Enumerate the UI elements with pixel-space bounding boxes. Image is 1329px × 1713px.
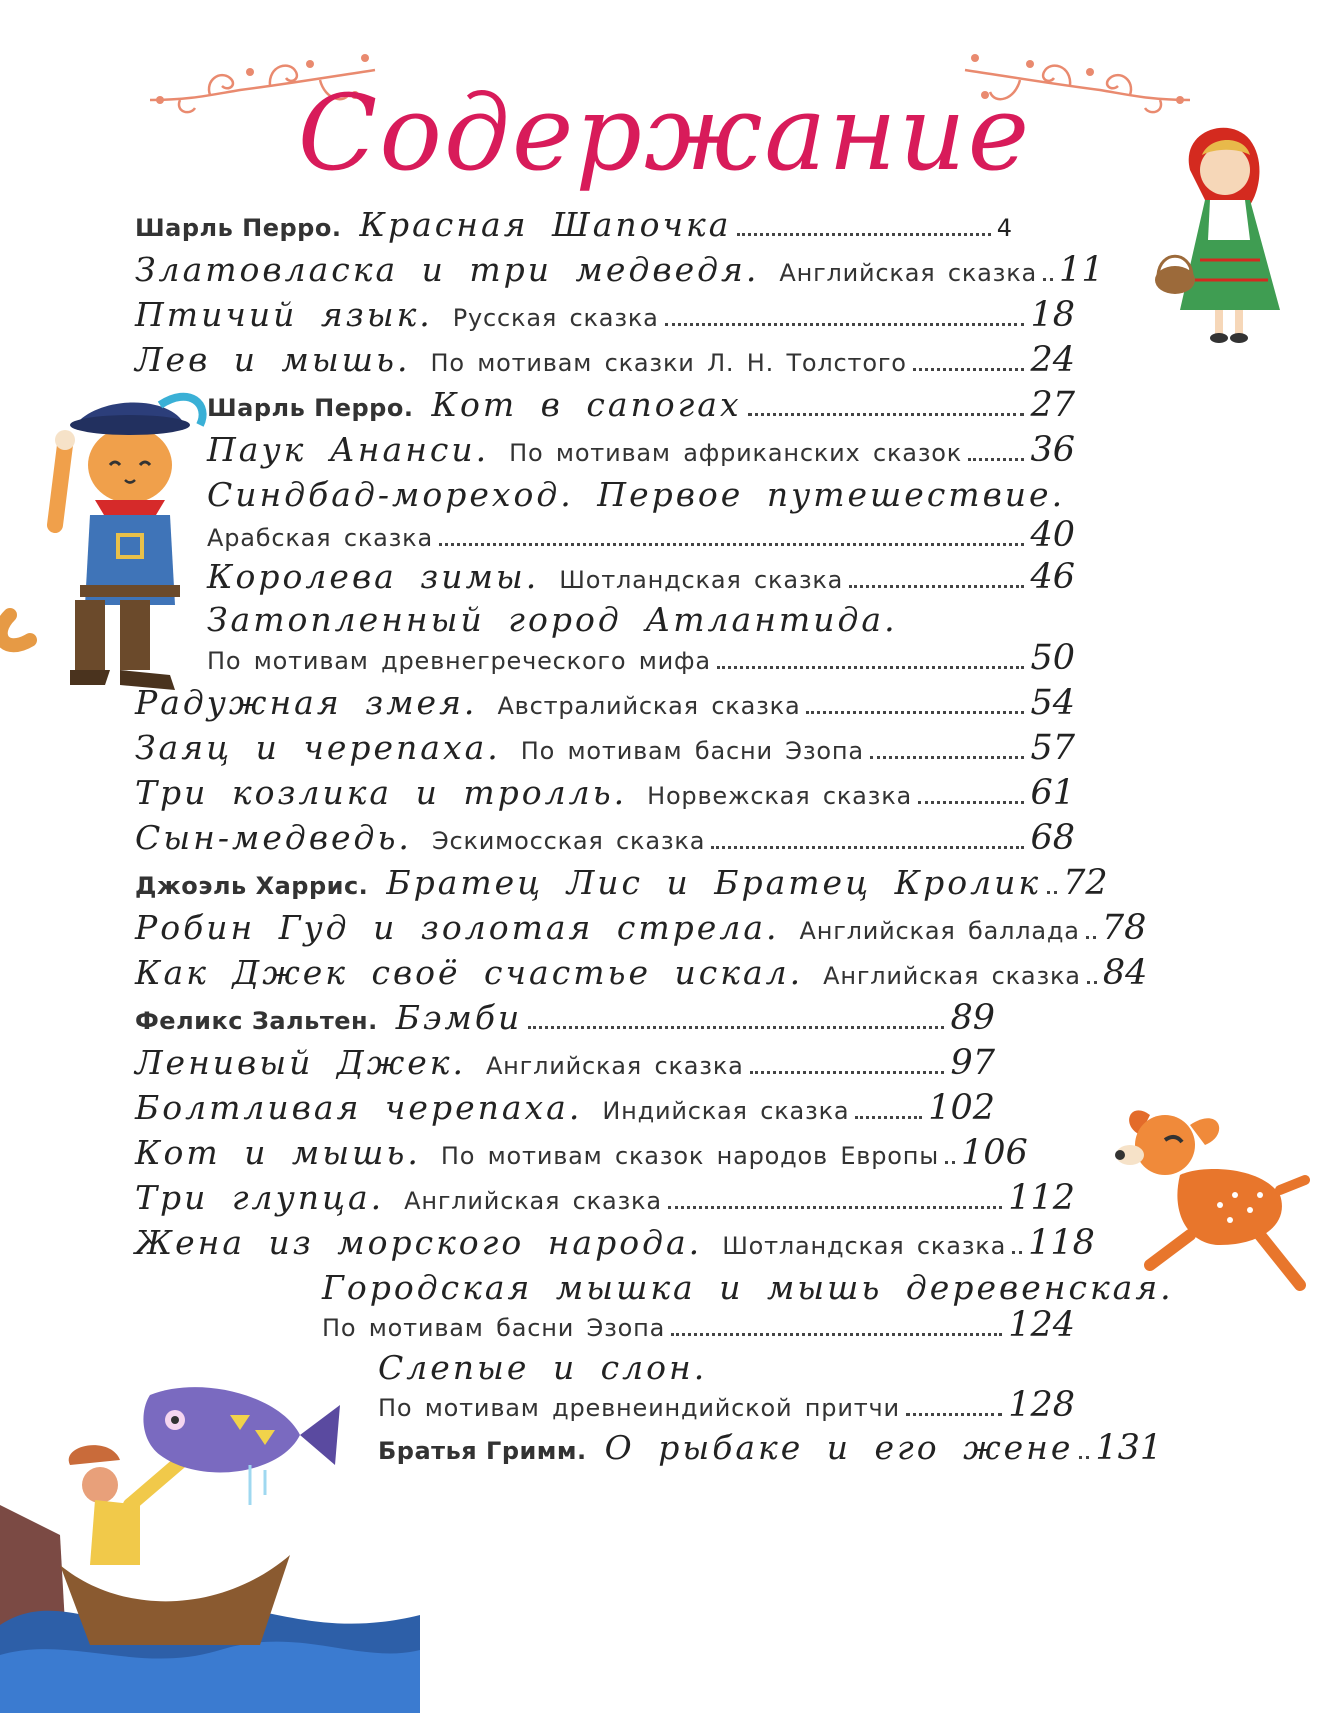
entry-page-number: 11 <box>1059 250 1104 290</box>
toc-entry[interactable] <box>135 1223 1095 1267</box>
entry-subtitle: Арабская сказка <box>207 524 433 552</box>
toc-entry[interactable] <box>135 683 1075 727</box>
dot-leader <box>1043 278 1053 281</box>
toc-entry[interactable] <box>207 475 1075 519</box>
toc-entry[interactable] <box>135 1133 1028 1177</box>
entry-page-number: 106 <box>961 1133 1028 1173</box>
entry-page-number: 40 <box>1030 515 1075 555</box>
entry-subtitle: Шотландская сказка <box>722 1232 1007 1260</box>
toc-entry[interactable] <box>135 998 995 1042</box>
entry-title: Радужная змея. <box>135 683 478 722</box>
dot-leader <box>737 233 990 236</box>
entry-title: Птичий язык. <box>135 295 433 334</box>
toc-entry[interactable] <box>378 1428 1163 1472</box>
entry-subtitle: Русская сказка <box>452 304 659 332</box>
entry-subtitle: По мотивам древнегреческого мифа <box>207 647 711 675</box>
dot-leader <box>918 801 1024 804</box>
entry-page-number: 128 <box>1008 1385 1075 1425</box>
toc-entry[interactable] <box>135 953 1148 997</box>
entry-title: Кот и мышь. <box>135 1133 421 1172</box>
entry-subtitle: Английская баллада <box>799 917 1080 945</box>
dot-leader <box>855 1116 922 1119</box>
entry-title: Сын-медведь. <box>135 818 412 857</box>
entry-subtitle: По мотивам басни Эзопа <box>322 1314 666 1342</box>
dot-leader <box>849 585 1024 588</box>
toc-entry-subtitle-line <box>207 515 1075 559</box>
entry-page-number: 27 <box>1030 385 1075 425</box>
dot-leader <box>748 413 1025 416</box>
entry-title: Жена из морского народа. <box>135 1223 703 1262</box>
entry-title: Затопленный город Атлантида. <box>207 600 898 639</box>
entry-page-number: 54 <box>1030 683 1075 723</box>
dot-leader <box>750 1071 945 1074</box>
entry-title: Кот в сапогах <box>431 385 742 424</box>
entry-page-number: 102 <box>928 1088 995 1128</box>
toc-entry[interactable] <box>135 250 1104 294</box>
toc-entry-subtitle-line <box>322 1305 1075 1349</box>
toc-entry[interactable] <box>207 430 1075 474</box>
entry-page-number: 112 <box>1008 1178 1075 1218</box>
entry-page-number: 46 <box>1030 557 1075 597</box>
entry-title: Робин Гуд и золотая стрела. <box>135 908 780 947</box>
entry-page-number: 131 <box>1095 1428 1163 1468</box>
dot-leader <box>1087 981 1097 984</box>
dot-leader <box>906 1413 1002 1416</box>
entry-title: Три козлика и тролль. <box>135 773 628 812</box>
toc-entry[interactable] <box>135 1088 995 1132</box>
entry-page-number: 118 <box>1028 1223 1095 1263</box>
entry-title: Болтливая черепаха. <box>135 1088 583 1127</box>
toc-entry[interactable] <box>135 773 1075 817</box>
toc-entry[interactable] <box>135 728 1075 772</box>
toc-entry[interactable] <box>207 385 1075 429</box>
entry-subtitle: По мотивам сказок народов Европы <box>440 1142 940 1170</box>
entry-subtitle: Английская сказка <box>823 962 1081 990</box>
entry-author: Братья Гримм. <box>378 1437 587 1465</box>
dot-leader <box>665 323 1025 326</box>
dot-leader <box>945 1161 955 1164</box>
dot-leader <box>668 1206 1002 1209</box>
toc-entry[interactable] <box>135 818 1075 862</box>
toc-entry-subtitle-line <box>378 1385 1075 1429</box>
entry-title: Королева зимы. <box>207 557 540 596</box>
entry-author: Шарль Перро. <box>207 394 414 422</box>
entry-title: Лев и мышь. <box>135 340 411 379</box>
entry-page-number: 84 <box>1102 953 1148 993</box>
toc-entry[interactable] <box>135 1043 995 1087</box>
dot-leader <box>968 458 1024 461</box>
toc-entry[interactable] <box>135 295 1075 339</box>
entry-subtitle: По мотивам древнеиндийской притчи <box>378 1394 900 1422</box>
page-title: Содержание <box>297 72 1032 194</box>
entry-title: Слепые и слон. <box>378 1348 708 1387</box>
entry-subtitle: По мотивам сказки Л. Н. Толстого <box>430 349 907 377</box>
dot-leader <box>1079 1456 1089 1459</box>
entry-author: Феликс Зальтен. <box>135 1007 378 1035</box>
entry-page-number: 18 <box>1030 295 1075 335</box>
dot-leader <box>870 756 1025 759</box>
toc-entry-subtitle-line <box>207 638 1075 682</box>
entry-page-number: 36 <box>1030 430 1075 470</box>
dot-leader <box>439 543 1024 546</box>
entry-subtitle: По мотивам африканских сказок <box>509 439 963 467</box>
entry-title: Заяц и черепаха. <box>135 728 501 767</box>
dot-leader <box>913 368 1025 371</box>
entry-subtitle: Норвежская сказка <box>647 782 913 810</box>
entry-subtitle: Английская сказка <box>404 1187 662 1215</box>
toc-entry[interactable] <box>135 863 1108 907</box>
entry-title: Три глупца. <box>135 1178 385 1217</box>
entry-title: Златовласка и три медведя. <box>135 250 760 289</box>
entry-title: Городская мышка и мышь деревенская. <box>322 1268 1174 1307</box>
entry-page-number: 68 <box>1030 818 1075 858</box>
toc-entry[interactable] <box>135 908 1147 952</box>
entry-author: Джоэль Харрис. <box>135 872 369 900</box>
entry-page-number: 97 <box>950 1043 995 1083</box>
entry-page-number: 57 <box>1030 728 1075 768</box>
entry-title: Синдбад-мореход. Первое путешествие. <box>207 475 1066 514</box>
dot-leader <box>1086 936 1096 939</box>
dot-leader <box>1047 891 1057 894</box>
toc-entry[interactable] <box>207 557 1075 601</box>
entry-page-number: 89 <box>950 998 995 1038</box>
entry-title: Бэмби <box>395 998 523 1037</box>
entry-subtitle: Английская сказка <box>485 1052 744 1080</box>
entry-page-number: 4 <box>996 214 1012 242</box>
entry-subtitle: Эскимосская сказка <box>431 827 706 855</box>
entry-title: Паук Ананси. <box>207 430 490 469</box>
dot-leader <box>528 1026 944 1029</box>
entry-title: Как Джек своё счастье искал. <box>135 953 804 992</box>
entry-page-number: 24 <box>1030 340 1075 380</box>
entry-subtitle: Шотландская сказка <box>559 566 844 594</box>
toc-entry[interactable] <box>135 1178 1075 1222</box>
dot-leader <box>806 711 1024 714</box>
dot-leader <box>717 666 1025 669</box>
entry-page-number: 61 <box>1030 773 1075 813</box>
entry-subtitle: Английская сказка <box>779 259 1038 287</box>
entry-page-number: 72 <box>1063 863 1108 903</box>
entry-page-number: 124 <box>1008 1305 1075 1345</box>
dot-leader <box>711 846 1024 849</box>
dot-leader <box>1012 1251 1022 1254</box>
entry-subtitle: По мотивам басни Эзопа <box>520 737 864 765</box>
entry-page-number: 78 <box>1101 908 1147 948</box>
entry-page-number: 50 <box>1030 638 1075 678</box>
toc-entry[interactable] <box>135 205 1012 249</box>
entry-title: Ленивый Джек. <box>135 1043 466 1082</box>
entry-subtitle: Индийская сказка <box>602 1097 850 1125</box>
entry-title: Братец Лис и Братец Кролик <box>386 863 1042 902</box>
entry-title: О рыбаке и его жене <box>604 1428 1074 1467</box>
dot-leader <box>671 1333 1002 1336</box>
entry-subtitle: Австралийская сказка <box>497 692 801 720</box>
entry-author: Шарль Перро. <box>135 214 342 242</box>
toc-entry[interactable] <box>135 340 1075 384</box>
entry-title: Красная Шапочка <box>359 205 732 244</box>
